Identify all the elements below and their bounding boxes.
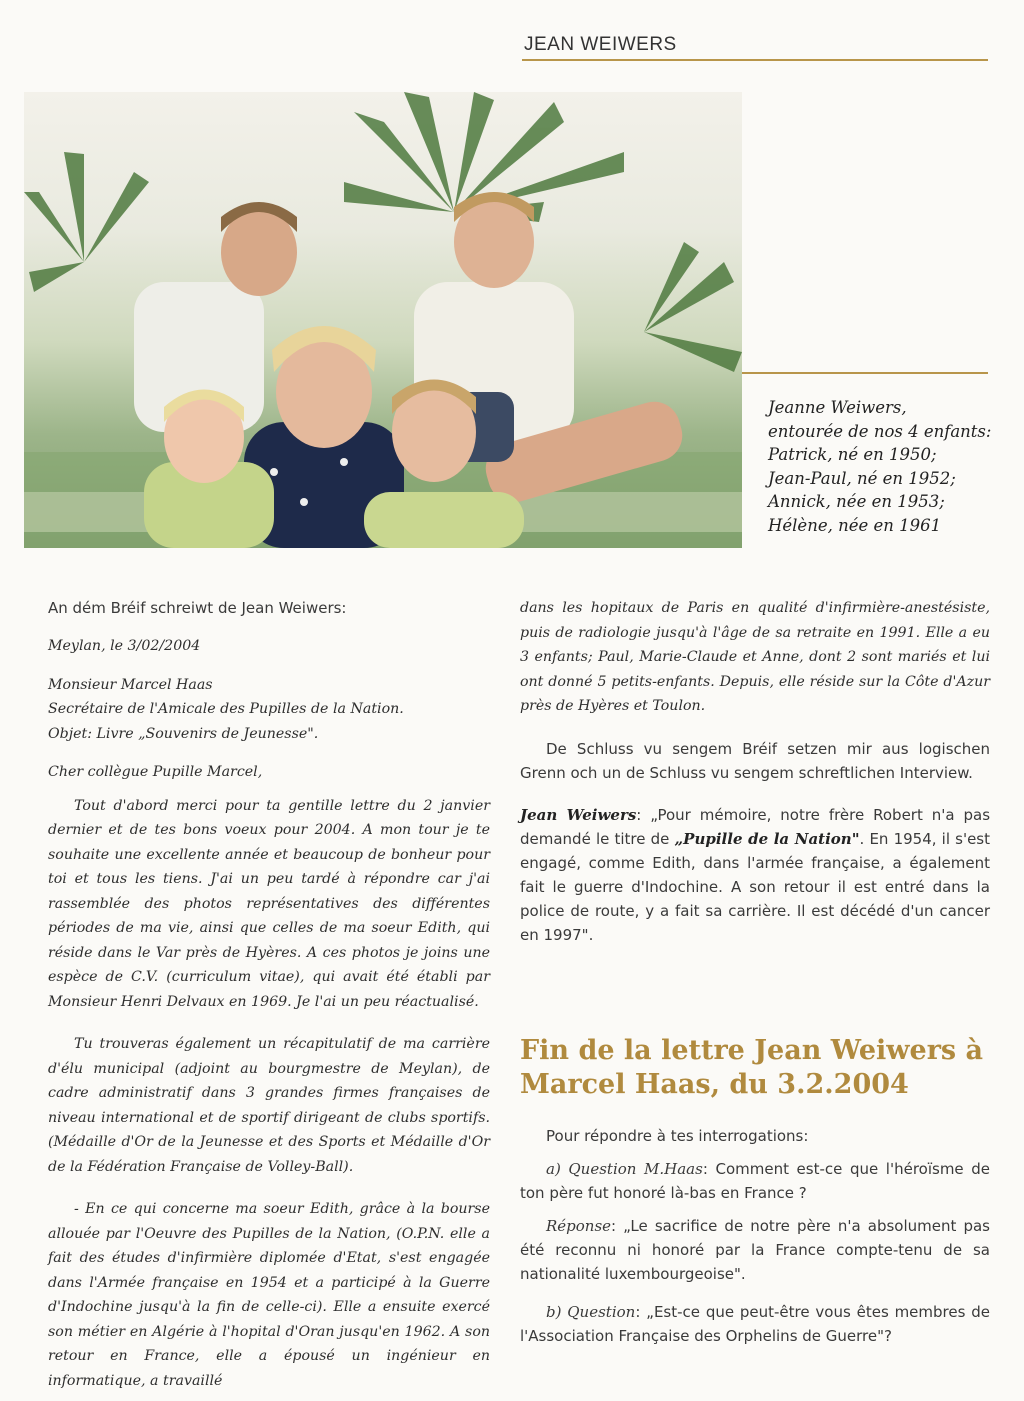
header-title: JEAN WEIWERS (524, 34, 677, 55)
caption-line: Jean-Paul, né en 1952; (768, 468, 956, 488)
caption-line: Hélène, née en 1961 (768, 515, 942, 535)
interview-paragraph (520, 803, 990, 947)
question-text: : „Est-ce que peut-être vous êtes membres de l'Association Française des Orphelins de Guerre"? (520, 1303, 990, 1345)
question-label: a) Question M.Haas (546, 1160, 703, 1178)
palm-foliage (24, 92, 742, 372)
photo-caption (768, 396, 998, 537)
question-paragraph (520, 1300, 990, 1348)
caption-rule (742, 372, 988, 374)
address-line: Monsieur Marcel Haas (48, 676, 213, 693)
question-text: : Comment est-ce que l'héroïsme de ton père fut honoré là-bas en France ? (520, 1160, 991, 1202)
letter-date: Meylan, le 3/02/2004 (48, 638, 201, 654)
answer-label: Réponse (546, 1217, 612, 1235)
speaker-label: Jean Weiwers (520, 805, 637, 824)
address-line: Objet: Livre „Souvenirs de Jeunesse". (48, 725, 319, 742)
right-column (520, 596, 990, 947)
caption-line: entourée de nos 4 enfants: (768, 421, 992, 441)
qa-intro: Pour répondre à tes interrogations: (546, 1127, 809, 1145)
letter-paragraph: dans les hopitaux de Paris en qualité d'infirmière-anestésiste, puis de radiologie jusqu'à l'âge de sa retraite en 1991. Elle a eu 3 enfants; Paul, Marie-Claude et Anne, dont 2 sont mariés et lui ont donné 5 petits-enfants. Depuis, elle réside sur la Côte d'Azur près de Hyères et Toulon. (520, 600, 990, 714)
interview-text: . En 1954, il s'est engagé, comme Edith, dans l'armée française, a également fait le guerre d'Indochine. A son retour il est entré dans la police de route, y a fait sa carrière. Il est décédé d'un cancer en 1997". (520, 829, 991, 944)
caption-line: Patrick, né en 1950; (768, 445, 937, 464)
section-heading: Fin de la lettre Jean Weiwers à Marcel Haas, du 3.2.2004 (520, 1035, 984, 1100)
left-column (48, 596, 490, 1393)
caption-line: Jeanne Weiwers, (768, 398, 907, 417)
question-label: b) Question (546, 1303, 636, 1321)
family-photo (24, 92, 742, 548)
page-header (522, 34, 988, 61)
letter-paragraph: - En ce qui concerne ma soeur Edith, grâce à la bourse allouée par l'Oeuvre des Pupilles de la Nation, (O.P.N. elle a fait des études d'infirmière diplomée d'Etat, s'est engagée dans l'Armée française en 1954 et a participé à la Guerre d'Indochine jusqu'à la fin de celle-ci). Elle a ensuite exercé son métier en Algérie à l'hopital d'Oran jusqu'en 1962. A son retour en France, elle a épousé un ingénieur en informatique, a travaillé (48, 1201, 490, 1389)
letter-paragraph: Tu trouveras également un récapitulatif de ma carrière d'élu municipal (adjoint au bourgmestre de Meylan), de cadre administratif dans 3 grandes firmes françaises de niveau international et de sportif dirigeant de clubs sportifs. (Médaille d'Or de la Jeunesse et des Sports et Médaille d'Or de la Fédération Française de Volley-Ball). (48, 1036, 490, 1175)
header-rule (522, 59, 988, 61)
address-line: Secrétaire de l'Amicale des Pupilles de la Nation. (48, 701, 404, 717)
family-photo-illustration (24, 92, 742, 548)
answer-text: : „Le sacrifice de notre père n'a absolument pas été reconnu ni honoré par la France compte-tenu de sa nationalité luxembourgeoise". (520, 1217, 990, 1283)
caption-line: Annick, née en 1953; (768, 492, 945, 511)
answer-paragraph (520, 1214, 990, 1286)
letter-address (48, 673, 490, 747)
question-paragraph (520, 1157, 990, 1205)
letter-intro: An dém Bréif schreiwt de Jean Weiwers: (48, 599, 347, 617)
body-paragraph: De Schluss vu sengem Bréif setzen mir aus logischen Grenn och un de Schluss vu sengem schreftlichen Interview. (520, 739, 990, 782)
letter-paragraph: Tout d'abord merci pour ta gentille lettre du 2 janvier dernier et de tes bons voeux pour 2004. A mon tour je te souhaite une excellente année et beaucoup de bonheur pour toi et tous les tiens. J'ai un peu tardé à répondre car j'ai rassemblée des photos représentatives des différentes périodes de ma vie, ainsi que celles de ma soeur Edith, qui réside dans le Var près de Hyères. A ces photos je joins une espèce de C.V. (curriculum vitae), qui avait été établi par Monsieur Henri Delvaux en 1969. Je l'ai un peu réactualisé. (48, 797, 490, 1010)
letter-greeting: Cher collègue Pupille Marcel, (48, 764, 263, 780)
interview-text: : „Pour mémoire, notre frère Robert n'a pas demandé le titre de (520, 805, 991, 848)
right-column-qa (520, 1124, 990, 1348)
emphasis-text: „Pupille de la Nation" (674, 829, 860, 848)
